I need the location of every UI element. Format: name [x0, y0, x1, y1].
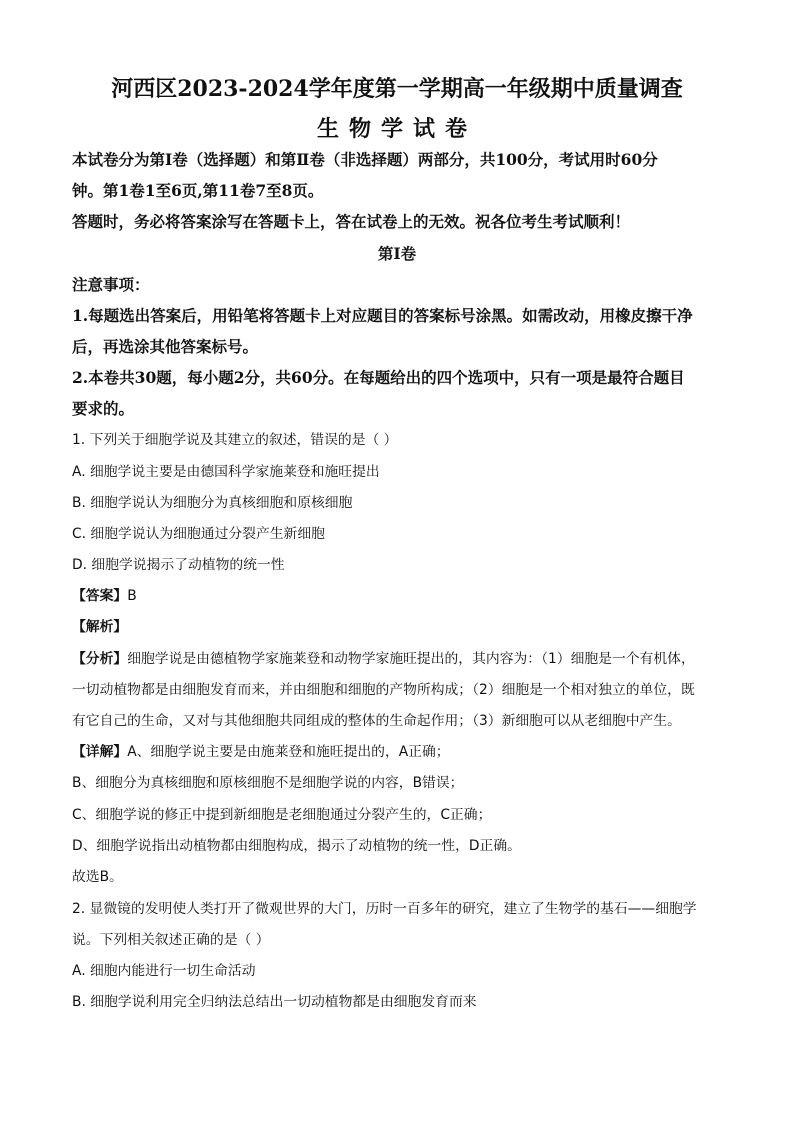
fenxi-line-2: 一切动植物都是由细胞发育而来，并由细胞和细胞的产物所构成；（2）细胞是一个相对独立的单位，既	[72, 682, 695, 698]
answer-value: B	[127, 588, 137, 604]
exam-title: 河西区2023-2024学年度第一学期高一年级期中质量调查	[111, 76, 683, 102]
notice-2-line-2: 要求的。	[72, 399, 135, 418]
q1-option-b: B. 细胞学说认为细胞分为真核细胞和原核细胞	[72, 495, 353, 511]
intro-line-3: 答题时，务必将答案涂写在答题卡上，答在试卷上的无效。祝各位考生考试顺利！	[72, 212, 631, 231]
notice-1-line-2: 后，再选涂其他答案标号。	[72, 337, 259, 356]
q1-option-d: D. 细胞学说揭示了动植物的统一性	[72, 557, 285, 573]
notice-heading: 注意事项：	[72, 275, 150, 294]
answer-tag: 【答案】	[72, 588, 128, 604]
fenxi-line-1	[72, 649, 695, 669]
q1-option-c: C. 细胞学说认为细胞通过分裂产生新细胞	[72, 526, 325, 542]
xiangjie-line-3: C、细胞学说的修正中提到新细胞是老细胞通过分裂产生的，C正确；	[72, 807, 492, 823]
q1-stem: 1. 下列关于细胞学说及其建立的叙述，错误的是（ ）	[72, 432, 398, 448]
xiangjie-line-4: D、细胞学说指出动植物都由细胞构成，揭示了动植物的统一性，D正确。	[72, 838, 521, 854]
q1-option-a: A. 细胞学说主要是由德国科学家施莱登和施旺提出	[72, 464, 380, 480]
fenxi-line-3: 有它自己的生命，又对与其他细胞共同组成的整体的生命起作用；（3）新细胞可以从老细胞中产生。	[72, 713, 681, 729]
q1-conclusion: 故选B。	[72, 869, 123, 885]
notice-1-line-1: 1.每题选出答案后，用铅笔将答题卡上对应题目的答案标号涂黑。如需改动，用橡皮擦干净	[72, 306, 693, 325]
section-title: 第Ⅰ卷	[377, 244, 417, 263]
exam-subtitle: 生物学试卷	[316, 116, 477, 142]
q1-answer	[72, 586, 137, 606]
xiangjie-tag: 【详解】	[72, 744, 128, 760]
xiangjie-line-1	[72, 742, 450, 762]
xiangjie-line-2: B、细胞分为真核细胞和原核细胞不是细胞学说的内容，B错误；	[72, 775, 464, 791]
notice-2-line-1: 2.本卷共30题，每小题2分，共60分。在每题给出的四个选项中，只有一项是最符合题目	[72, 368, 685, 387]
fenxi-text-1: 细胞学说是由德植物学家施莱登和动物学家施旺提出的，其内容为：（1）细胞是一个有机体，	[127, 651, 695, 667]
fenxi-tag: 【分析】	[72, 651, 128, 667]
xiangjie-text-1: A、细胞学说主要是由施莱登和施旺提出的，A正确；	[127, 744, 450, 760]
intro-line-2: 钟。第1卷1至6页,第11卷7至8页。	[72, 181, 324, 200]
q2-stem-line-1: 2. 显微镜的发明使人类打开了微观世界的大门，历时一百多年的研究，建立了生物学的基石——细胞学	[72, 901, 697, 917]
intro-line-1: 本试卷分为第Ⅰ卷（选择题）和第Ⅱ卷（非选择题）两部分，共100分，考试用时60分	[72, 150, 658, 169]
q2-stem-line-2: 说。下列相关叙述正确的是（ ）	[72, 932, 270, 948]
analysis-tag: 【解析】	[72, 619, 128, 635]
q2-option-b: B. 细胞学说利用完全归纳法总结出一切动植物都是由细胞发育而来	[72, 994, 477, 1010]
q2-option-a: A. 细胞内能进行一切生命活动	[72, 963, 256, 979]
